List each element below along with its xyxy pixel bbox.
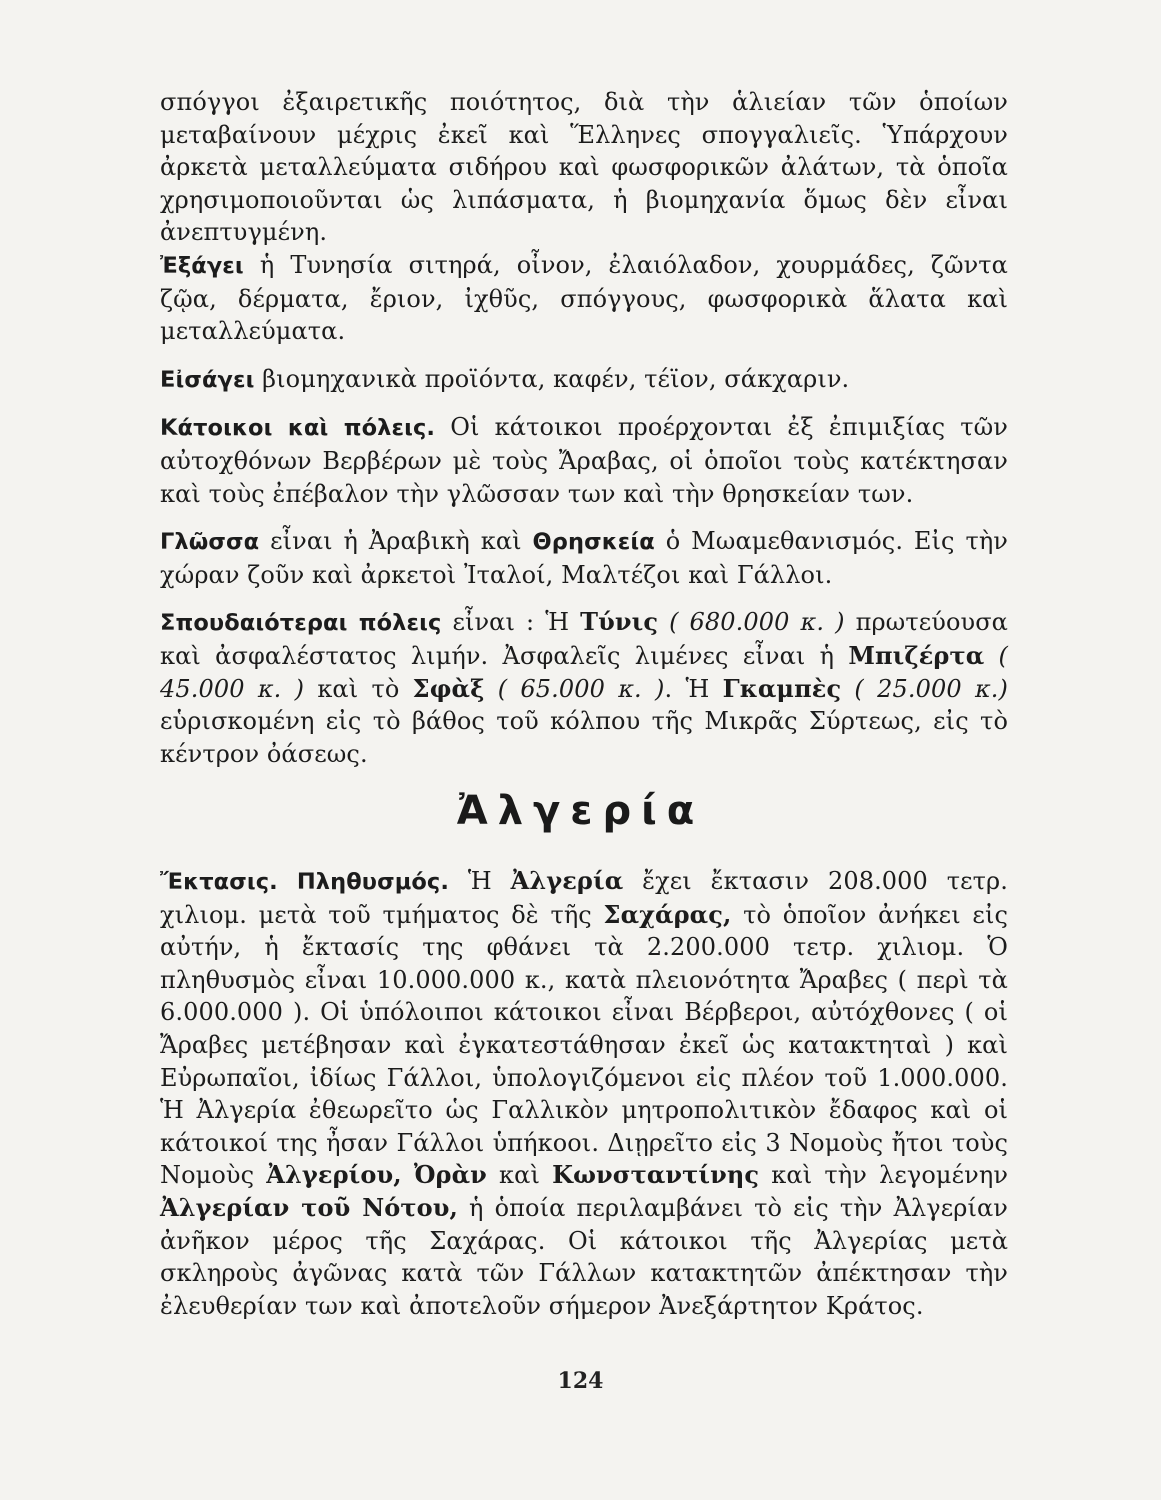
algeria-section: [160, 865, 1008, 1322]
religion-text: ὁ Μωαμεθανισμός. Εἰς τὴν χώραν ζοῦν καὶ ἀρκετοὶ Ἰταλοί, Μαλτέζοι καὶ Γάλλοι.: [160, 527, 1008, 589]
paragraph-language: [160, 525, 1008, 591]
paragraph-cities: [160, 606, 1008, 770]
algeria-text-4: [402, 1161, 414, 1189]
city-bizerte: Μπιζέρτα: [848, 640, 985, 670]
area-label: Ἔκτασις. Πληθυσμός.: [160, 869, 450, 895]
bizerte-population: ( 45.000 κ. ): [160, 641, 1008, 703]
inhabitants-text: Οἱ κάτοικοι προέρχονται ἐξ ἐπιμιξίας τῶν αὐτοχθόνων Βερβέρων μὲ τοὺς Ἄραβας, οἱ ὁποῖοι τοὺς κατέκτησαν καὶ τοὺς ἐπέβαλον τὴν γλῶσσαν των καὶ τὴν θρησκείαν των.: [160, 413, 1008, 508]
paragraph-exports: [160, 249, 1008, 348]
algeria-text-7: ἡ ὁποία περιλαμβάνει τὸ εἰς τὴν Ἀλγερίαν ἀνῆκον μέρος τῆς Σαχάρας. Οἱ κάτοικοι τῆς Ἀλγερίας μετὰ σκληροὺς ἀγῶνας κατὰ τῶν Γάλλων κατακτητῶν ἀπέκτησαν τὴν ἐλευθερίαν των καὶ ἀποτελοῦν σήμερον Ἀνεξάρτητον Κράτος.: [160, 1193, 1008, 1320]
gabes-population: ( 25.000 κ.): [841, 674, 1008, 703]
cities-label: Σπουδαιότεραι πόλεις: [160, 610, 442, 637]
sfax-population: ( 65.000 κ. ): [484, 674, 665, 703]
paragraph-algeria-area: [160, 865, 1008, 1322]
constantine-name: Κωνσταντίνης: [552, 1160, 760, 1190]
inhabitants-label: Κάτοικοι καὶ πόλεις.: [160, 415, 436, 442]
language-label: Γλῶσσα: [160, 529, 260, 556]
algeria-text-3: τὸ ὁποῖον ἀνήκει εἰς αὐτήν, ἡ ἔκτασίς της φθάνει τὰ 2.200.000 τετρ. χιλιομ. Ὁ πληθυσμὸς εἶναι 10.000.000 κ., κατὰ πλειονότητα Ἄραβες ( περὶ τὰ 6.000.000 ). Οἱ ὑπόλοιποι κάτοικοι εἶναι Βέρβεροι, αὐτόχθονες ( οἱ Ἄραβες μετέβησαν καὶ ἐγκατεστάθησαν ἐκεῖ ὡς κατακτηταὶ ) καὶ Εὐρωπαῖοι, ἰδίως Γάλλοι, ὑπολογιζόμενοι εἰς πλέον τοῦ 1.000.000. Ἡ Ἀλγερία ἐθεωρεῖτο ὡς Γαλλικὸν μητροπολιτικὸν ἔδαφος καὶ οἱ κάτοικοί της ἦσαν Γάλλοι ὑπήκοοι. Διῃρεῖτο εἰς 3 Νομοὺς ἤτοι τοὺς Νομοὺς: [160, 900, 1008, 1190]
southern-algeria-name: Ἀλγερίαν τοῦ Νότου,: [160, 1192, 458, 1222]
religion-label: Θρησκεία: [532, 529, 655, 556]
cities-text-5: εὑρισκομένη εἰς τὸ βάθος τοῦ κόλπου τῆς Μικρᾶς Σύρτεως, εἰς τὸ κέντρον ὀάσεως.: [160, 707, 1008, 768]
imports-text: βιομηχανικὰ προϊόντα, καφέν, τέϊον, σάκχαριν.: [254, 364, 850, 393]
imports-label: Εἰσάγει: [160, 366, 255, 393]
tunisia-section: [160, 86, 1008, 770]
tunis-population: ( 680.000 κ. ): [658, 608, 845, 637]
cities-text-2: πρωτεύουσα καὶ ἀσφαλέστατος λιμήν. Ἀσφαλεῖς λιμένες εἶναι ἡ: [160, 608, 1008, 670]
paragraph-resources: [160, 86, 1008, 249]
cities-text-1: εἶναι : Ἡ: [441, 608, 581, 637]
algeria-text-6: καὶ τὴν λεγομένην: [759, 1161, 1009, 1190]
section-heading-algeria: Ἀλγερία: [456, 788, 705, 834]
algiers-name: Ἀλγερίου,: [266, 1160, 402, 1190]
algeria-text-1: Ἡ: [449, 867, 511, 895]
language-text: εἶναι ἡ Ἀραβικὴ καὶ: [259, 527, 533, 556]
paragraph-imports: [160, 363, 1008, 397]
resources-text: σπόγγοι ἐξαιρετικῆς ποιότητος, διὰ τὴν ἁλιείαν τῶν ὁποίων μεταβαίνουν μέχρις ἐκεῖ καὶ Ἕλληνες σπογγαλιεῖς. Ὑπάρχουν ἀρκετὰ μεταλλεύματα σιδήρου καὶ φωσφορικῶν ἀλάτων, τὰ ὁποῖα χρησιμοποιοῦνται ὡς λιπάσματα, ἡ βιομηχανία ὅμως δὲν εἶναι ἀνεπτυγμένη.: [160, 88, 1008, 247]
sahara-name: Σαχάρας,: [603, 899, 732, 929]
cities-text-3: καὶ τὸ: [304, 674, 413, 703]
algeria-text-2: ἔχει ἔκτασιν 208.000 τετρ. χιλιομ. μετὰ τοῦ τμήματος δὲ τῆς: [160, 867, 1008, 929]
city-gabes: Γκαμπὲς: [722, 673, 842, 703]
city-tunis: Τύνις: [580, 607, 659, 637]
page-number: 124: [557, 1368, 604, 1394]
algeria-text-5: καὶ: [486, 1161, 553, 1190]
cities-text-4: . Ἡ: [664, 674, 723, 703]
exports-label: Ἐξάγει: [160, 252, 244, 279]
exports-text: ἡ Τυνησία σιτηρά, οἶνον, ἐλαιόλαδον, χουρμάδες, ζῶντα ζῷα, δέρματα, ἔριον, ἰχθῦς, σπόγγους, φωσφορικὰ ἅλατα καὶ μεταλλεύματα.: [160, 250, 1008, 346]
oran-name: Ὀρὰν: [413, 1160, 487, 1190]
city-sfax: Σφὰξ: [412, 673, 485, 703]
paragraph-inhabitants: [160, 411, 1008, 510]
algeria-name: Ἀλγερία: [510, 866, 624, 895]
